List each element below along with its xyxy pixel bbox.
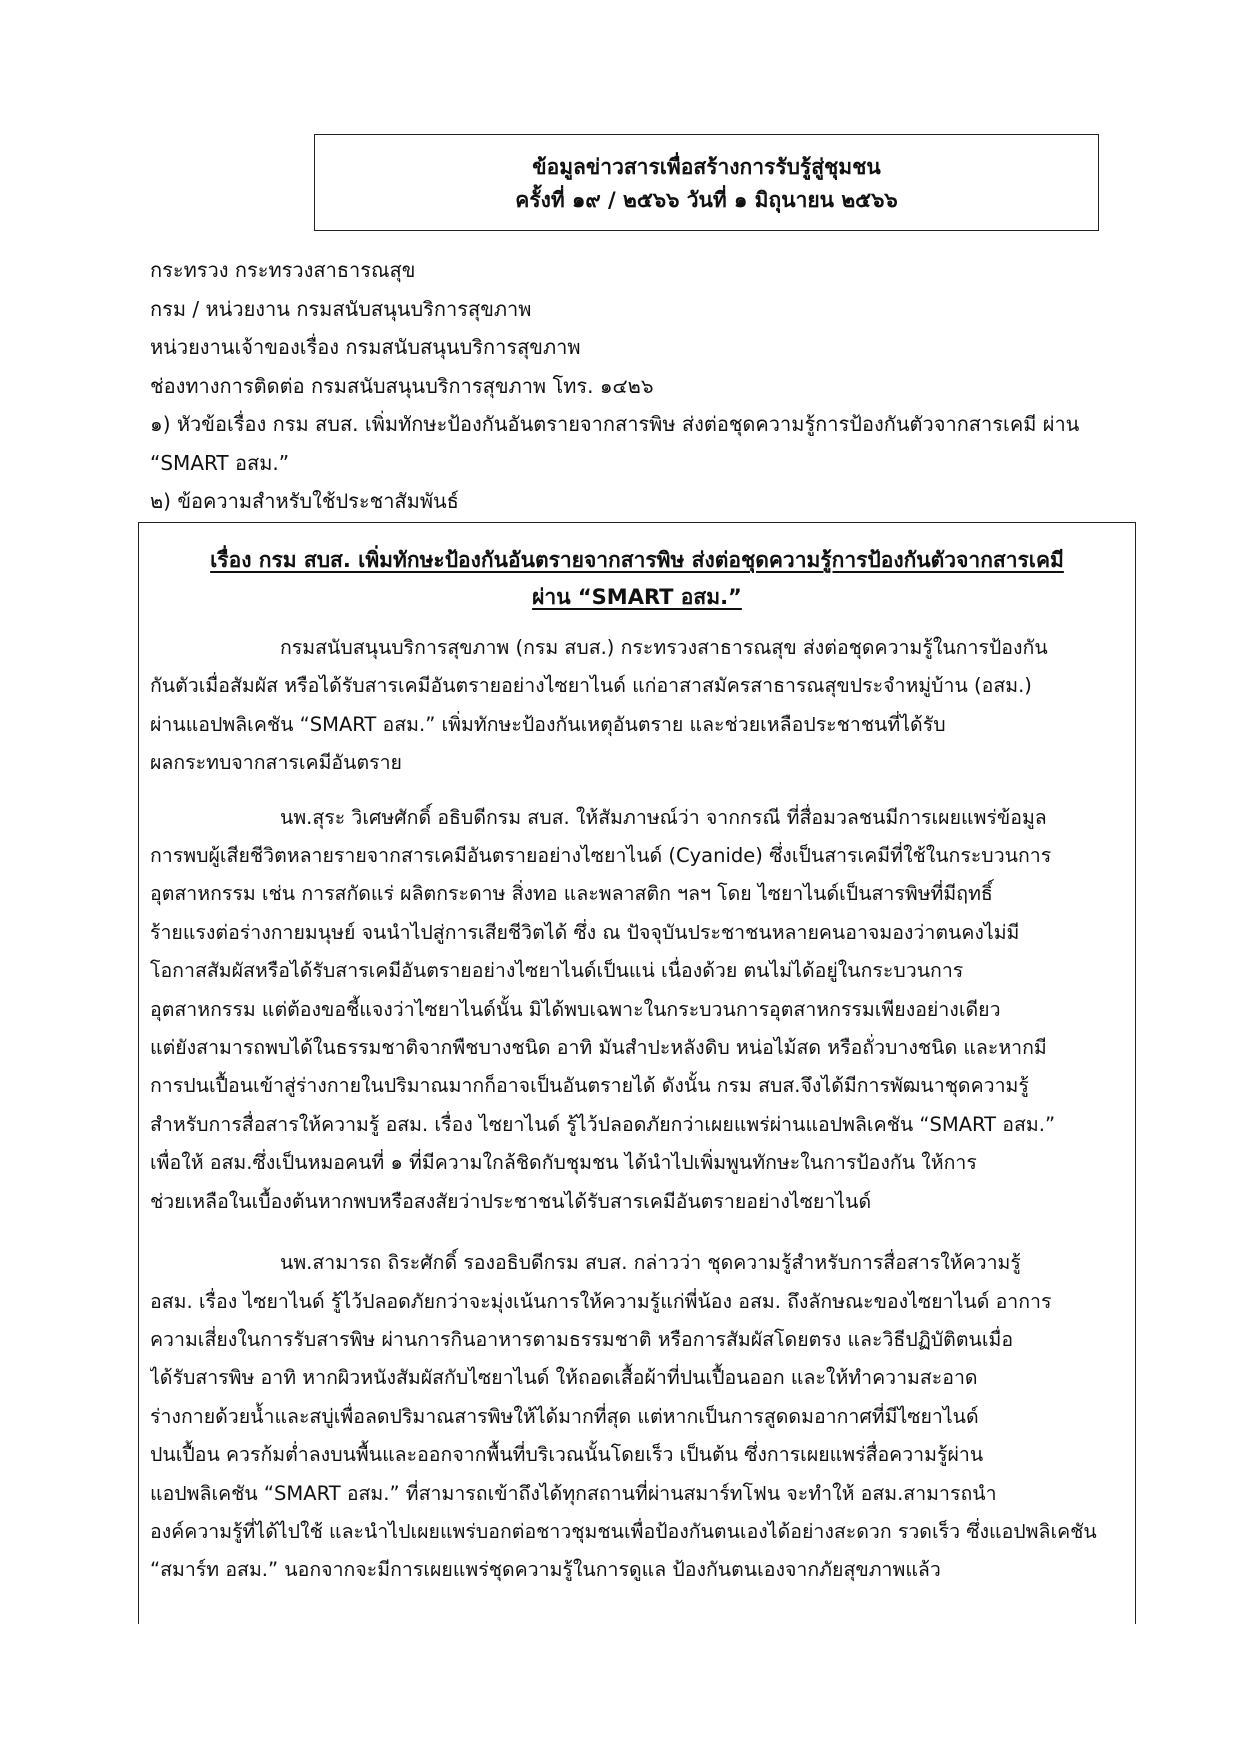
topic-line-1: ๑) หัวข้อเรื่อง กรม สบส. เพิ่มทักษะป้องกันอันตรายจากสารพิษ ส่งต่อชุดความรู้การป้องกันตัวจากสารเคมี ผ่าน	[150, 412, 1080, 436]
bulletin-header-box	[314, 134, 1099, 231]
department-line: กรม / หน่วยงาน กรมสนับสนุนบริการสุขภาพ	[150, 296, 532, 321]
paragraph-line: ผ่านแอปพลิเคชัน “SMART อสม.” เพิ่มทักษะป้องกันเหตุอันตราย และช่วยเหลือประชาชนที่ได้รับ	[150, 712, 946, 736]
paragraph-3	[150, 1244, 1124, 1590]
contact-line: ช่องทางการติดต่อ กรมสนับสนุนบริการสุขภาพ โทร. ๑๔๒๖	[150, 373, 654, 398]
document-metadata	[150, 251, 1150, 521]
owner-line: หน่วยงานเจ้าของเรื่อง กรมสนับสนุนบริการสุขภาพ	[150, 335, 581, 359]
paragraph-line: กรมสนับสนุนบริการสุขภาพ (กรม สบส.) กระทรวงสาธารณสุข ส่งต่อชุดความรู้ในการป้องกัน	[280, 636, 1048, 659]
paragraph-line: นพ.สามารถ ถิระศักดิ์ รองอธิบดีกรม สบส. กล่าวว่า ชุดความรู้สำหรับการสื่อสารให้ความรู้	[280, 1251, 1021, 1275]
paragraph-line: ร้ายแรงต่อร่างกายมนุษย์ จนนำไปสู่การเสียชีวิตได้ ซึ่ง ณ ปัจจุบันประชาชนหลายคนอาจมองว่าตนคงไม่มี	[150, 920, 1020, 944]
article-title-line-1: เรื่อง กรม สบส. เพิ่มทักษะป้องกันอันตรายจากสารพิษ ส่งต่อชุดความรู้การป้องกันตัวจากสารเคมี	[210, 548, 1064, 572]
paragraph-line: การพบผู้เสียชีวิตหลายรายจากสารเคมีอันตรายอย่างไซยาไนด์ (Cyanide) ซึ่งเป็นสารเคมีที่ใช้ในกระบวนการ	[150, 844, 1052, 868]
paragraph-line: สำหรับการสื่อสารให้ความรู้ อสม. เรื่อง ไซยาไนด์ รู้ไว้ปลอดภัยกว่าเผยแพร่ผ่านแอปพลิเคชัน “SMART อสม.”	[150, 1112, 1056, 1136]
paragraph-2	[150, 799, 1124, 1221]
paragraph-line: ปนเปื้อน ควรก้มต่ำลงบนพื้นและออกจากพื้นที่บริเวณนั้นโดยเร็ว เป็นต้น ซึ่งการเผยแพร่สื่อความรู้ผ่าน	[150, 1443, 984, 1467]
paragraph-line: “สมาร์ท อสม.” นอกจากจะมีการเผยแพร่ชุดความรู้ในการดูแล ป้องกันตนเองจากภัยสุขภาพแล้ว	[150, 1558, 941, 1582]
message-label: ๒) ข้อความสำหรับใช้ประชาสัมพันธ์	[150, 489, 459, 513]
press-release-box	[138, 522, 1136, 1624]
paragraph-line: ช่วยเหลือในเบื้องต้นหากพบหรือสงสัยว่าประชาชนได้รับสารเคมีอันตรายอย่างไซยาไนด์	[150, 1189, 872, 1213]
paragraph-line: อสม. เรื่อง ไซยาไนด์ รู้ไว้ปลอดภัยกว่าจะมุ่งเน้นการให้ความรู้แก่พี่น้อง อสม. ถึงลักษณะของไซยาไนด์ อาการ	[150, 1289, 1052, 1313]
paragraph-line: อุตสาหกรรม เช่น การสกัดแร่ ผลิตกระดาษ สิ่งทอ และพลาสติก ฯลฯ โดย ไซยาไนด์เป็นสารพิษที่มีฤทธิ์	[150, 882, 993, 906]
paragraph-1	[150, 629, 1124, 783]
article-title	[150, 542, 1124, 615]
topic-line-2: “SMART อสม.”	[150, 450, 290, 475]
paragraph-line: โอกาสสัมผัสหรือได้รับสารเคมีอันตรายอย่างไซยาไนด์เป็นแน่ เนื่องด้วย ตนไม่ได้อยู่ในกระบวนการ	[150, 959, 964, 983]
paragraph-line: ได้รับสารพิษ อาทิ หากผิวหนังสัมผัสกับไซยาไนด์ ให้ถอดเสื้อผ้าที่ปนเปื้อนออก และให้ทำความสะอาด	[150, 1366, 978, 1390]
paragraph-line: แต่ยังสามารถพบได้ในธรรมชาติจากพืชบางชนิด อาทิ มันสำปะหลังดิบ หน่อไม้สด หรือถั่วบางชนิด และหากมี	[150, 1036, 1047, 1060]
ministry-line: กระทรวง กระทรวงสาธารณสุข	[150, 258, 416, 282]
paragraph-line: ร่างกายด้วยน้ำและสบู่เพื่อลดปริมาณสารพิษให้ได้มากที่สุด แต่หากเป็นการสูดดมอากาศที่มีไซยาไนด์	[150, 1404, 979, 1428]
paragraph-line: นพ.สุระ วิเศษศักดิ์ อธิบดีกรม สบส. ให้สัมภาษณ์ว่า จากกรณี ที่สื่อมวลชนมีการเผยแพร่ข้อมูล	[280, 805, 1047, 829]
paragraph-line: องค์ความรู้ที่ได้ไปใช้ และนำไปเผยแพร่บอกต่อชาวชุมชนเพื่อป้องกันตนเองได้อย่างสะดวก รวดเร็ว ซึ่งแอปพลิเคชัน	[150, 1519, 1097, 1543]
paragraph-line: ผลกระทบจากสารเคมีอันตราย	[150, 751, 402, 775]
article-title-line-2: ผ่าน “SMART อสม.”	[532, 584, 742, 609]
bulletin-title: ข้อมูลข่าวสารเพื่อสร้างการรับรู้สู่ชุมชน	[532, 155, 881, 179]
paragraph-line: อุตสาหกรรม แต่ต้องขอชี้แจงว่าไซยาไนด์นั้น มิได้พบเฉพาะในกระบวนการอุตสาหกรรมเพียงอย่างเดียว	[150, 997, 1001, 1021]
paragraph-line: ความเสี่ยงในการรับสารพิษ ผ่านการกินอาหารตามธรรมชาติ หรือการสัมผัสโดยตรง และวิธีปฏิบัติตนเมื่อ	[150, 1327, 1014, 1351]
paragraph-line: การปนเปื้อนเข้าสู่ร่างกายในปริมาณมากก็อาจเป็นอันตรายได้ ดังนั้น กรม สบส.จึงได้มีการพัฒนาชุดความรู้	[150, 1074, 1029, 1098]
paragraph-line: เพื่อให้ อสม.ซึ่งเป็นหมอคนที่ ๑ ที่มีความใกล้ชิดกับชุมชน ได้นำไปเพิ่มพูนทักษะในการป้องกัน ให้การ	[150, 1151, 977, 1175]
bulletin-issue-date: ครั้งที่ ๑๙ / ๒๕๖๖ วันที่ ๑ มิถุนายน ๒๕๖๖	[515, 188, 898, 212]
paragraph-line: แอปพลิเคชัน “SMART อสม.” ที่สามารถเข้าถึงได้ทุกสถานที่ผ่านสมาร์ทโฟน จะทำให้ อสม.สามารถนำ	[150, 1481, 997, 1505]
paragraph-line: กันตัวเมื่อสัมผัส หรือได้รับสารเคมีอันตรายอย่างไซยาไนด์ แก่อาสาสมัครสาธารณสุขประจำหมู่บ้าน (อสม.)	[150, 674, 1032, 698]
